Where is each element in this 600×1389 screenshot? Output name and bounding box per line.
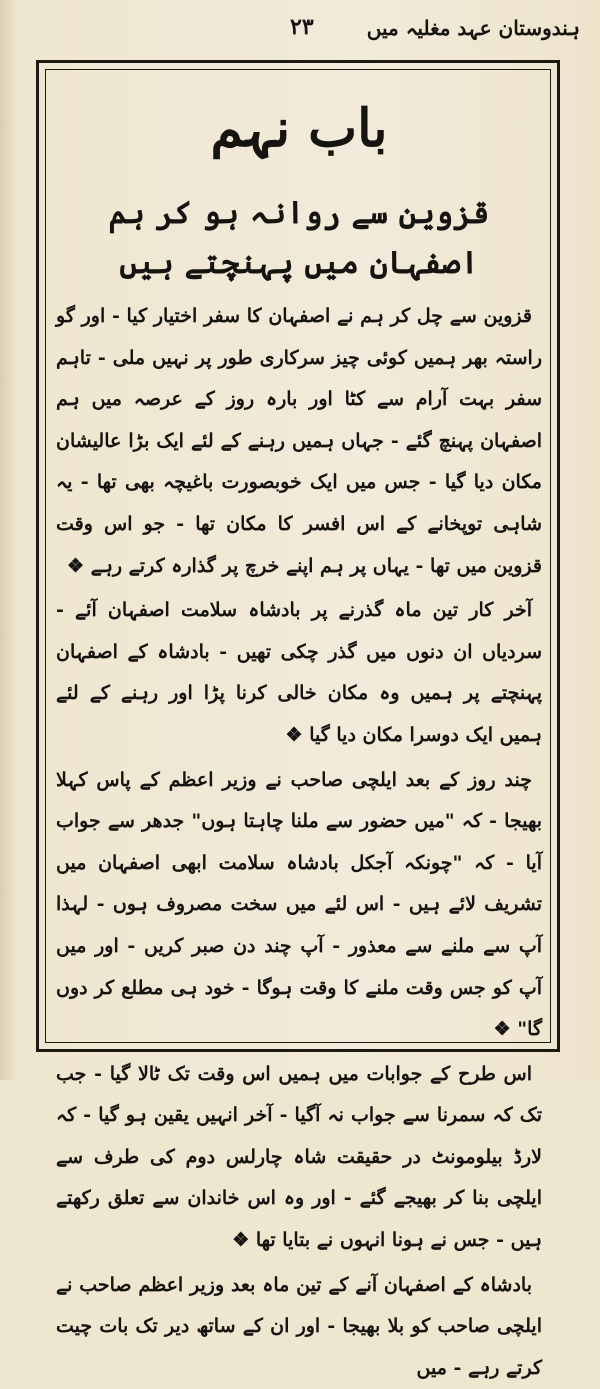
running-head: ہندوستان عہد مغلیہ میں (366, 16, 580, 40)
paragraph: چند روز کے بعد ایلچی صاحب نے وزیر اعظم کے پاس کہلا بھیجا - کہ "میں حضور سے ملنا چاہتا ہوں" جدھر سے جواب آیا - کہ "چونکہ آجکل بادشاہ سلامت ابھی اصفہان میں تشریف لائے ہیں - اس لئے میں سخت مصروف ہوں - لہذا آپ سے ملنے سے معذور - آپ چند دن صبر کریں - اور میں آپ کو جس وقت ملنے کا وقت ہوگا - خود ہی مطلع کر دوں گا" ❖ (56, 768, 542, 1041)
paragraph: اس طرح کے جوابات میں ہمیں اس وقت تک ٹالا گیا - جب تک کہ سمرنا سے جواب نہ آگیا - آخر انہیں یقین ہو گیا - کہ لارڈ بیلومونٹ در حقیقت شاہ چارلس دوم کی طرف سے ایلچی بنا کر بھیجے گئے - اور وہ اس خاندان سے تعلق رکھتے ہیں - جس نے ہونا انہوں نے بتایا تھا ❖ (56, 1062, 542, 1252)
page-content (52, 72, 546, 1379)
page-number: ۲۳ (290, 14, 314, 40)
paragraph: بادشاہ کے اصفہان آنے کے تین ماہ بعد وزیر اعظم صاحب نے ایلچی صاحب کو بلا بھیجا - اور ان کے ساتھ دیر تک بات چیت کرتے رہے - میں (56, 1273, 542, 1379)
chapter-title: باب نہم (210, 98, 388, 159)
paragraph: آخر کار تین ماہ گذرنے پر بادشاہ سلامت اصفہان آئے - سردیاں ان دنوں میں گذر چکی تھیں - بادشاہ کے اصفہان پہنچتے پر ہمیں وہ مکان خالی کرنا پڑا اور رہنے کے لئے ہمیں ایک دوسرا مکان دیا گیا ❖ (56, 599, 542, 746)
page-header (30, 10, 580, 50)
chapter-subtitle: قزوین سے روانہ ہو کر ہم اصفہان میں پہنچتے ہیں (108, 195, 490, 281)
paragraph: قزوین سے چل کر ہم نے اصفہان کا سفر اختیار کیا - اور گو راستہ بھر ہمیں کوئی چیز سرکاری طور پر نہیں ملی - تاہم سفر بہت آرام سے کٹا اور بارہ روز کے عرصہ میں ہم اصفہان پہنچ گئے - جہاں ہمیں رہنے کے لئے ایک بڑا عالیشان مکان دیا گیا - جس میں ایک خوبصورت باغیچہ بھی تھا - یہ شاہی توپخانے کے اس افسر کا مکان تھا - جو اس وقت قزوین میں تھا - یہاں پر ہم اپنے خرچ پر گذارہ کرتے رہے ❖ (56, 305, 542, 577)
